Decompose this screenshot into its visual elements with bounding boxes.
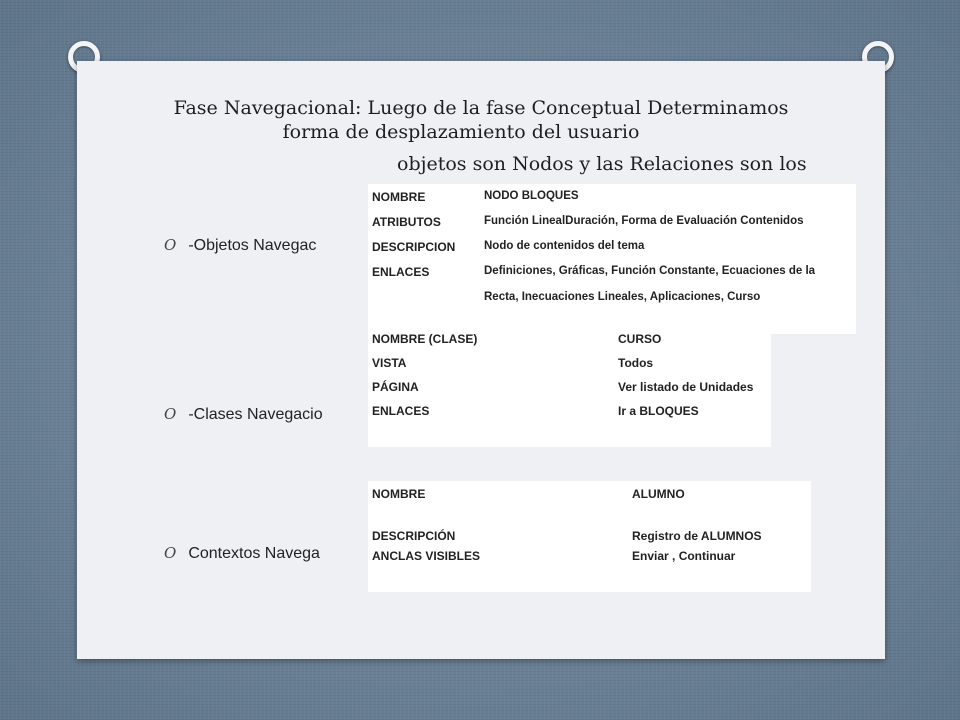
slide-title [77, 96, 885, 175]
bullet-contextos [164, 544, 320, 563]
bullet-marker-icon: O [164, 405, 177, 423]
table-value: Recta, Inecuaciones Lineales, Aplicaciones, Curso [484, 291, 761, 303]
title-line-1: Fase Navegacional: Luego de la fase Conceptual Determinamos [173, 97, 789, 119]
table-value: Ver listado de Unidades [618, 380, 754, 394]
bullet-text: -Clases Navegacio [188, 406, 323, 423]
table-key: DESCRIPCION [372, 240, 456, 254]
bullet-text: Contextos Navega [188, 545, 320, 562]
table-key: NOMBRE [372, 190, 426, 204]
title-line-2: forma de desplazamiento del usuario [282, 121, 640, 143]
table-objetos-navegacionales [368, 184, 856, 334]
table-value: CURSO [618, 332, 662, 346]
table-contextos-navegacionales [368, 481, 811, 592]
table-clases-navegacionales [368, 322, 771, 447]
table-key: ENLACES [372, 404, 430, 418]
table-value: Función LinealDuración, Forma de Evaluación Contenidos [484, 215, 804, 227]
title-line-3: objetos son Nodos y las Relaciones son los [397, 153, 807, 175]
table-key: NOMBRE [372, 487, 426, 501]
table-key: ATRIBUTOS [372, 215, 441, 229]
table-key: PÁGINA [372, 380, 419, 394]
table-value: ALUMNO [632, 487, 685, 501]
bullet-marker-icon: O [164, 544, 177, 562]
table-value: Registro de ALUMNOS [632, 529, 762, 543]
bullet-clases [164, 405, 323, 424]
bullet-text: -Objetos Navegac [188, 237, 317, 254]
table-key: ENLACES [372, 265, 430, 279]
table-key: DESCRIPCIÓN [372, 529, 456, 543]
table-value: Todos [618, 356, 654, 370]
table-key: VISTA [372, 356, 407, 370]
table-value: Definiciones, Gráficas, Función Constante, Ecuaciones de la [484, 265, 816, 277]
bullet-marker-icon: O [164, 236, 177, 254]
table-key: ANCLAS VISIBLES [372, 549, 481, 563]
table-value: Nodo de contenidos del tema [484, 240, 645, 252]
table-value: Enviar , Continuar [632, 549, 736, 563]
table-value: NODO BLOQUES [484, 190, 579, 202]
bullet-objetos [164, 236, 316, 255]
table-value: Ir a BLOQUES [618, 404, 699, 418]
table-key: NOMBRE (CLASE) [372, 332, 478, 346]
